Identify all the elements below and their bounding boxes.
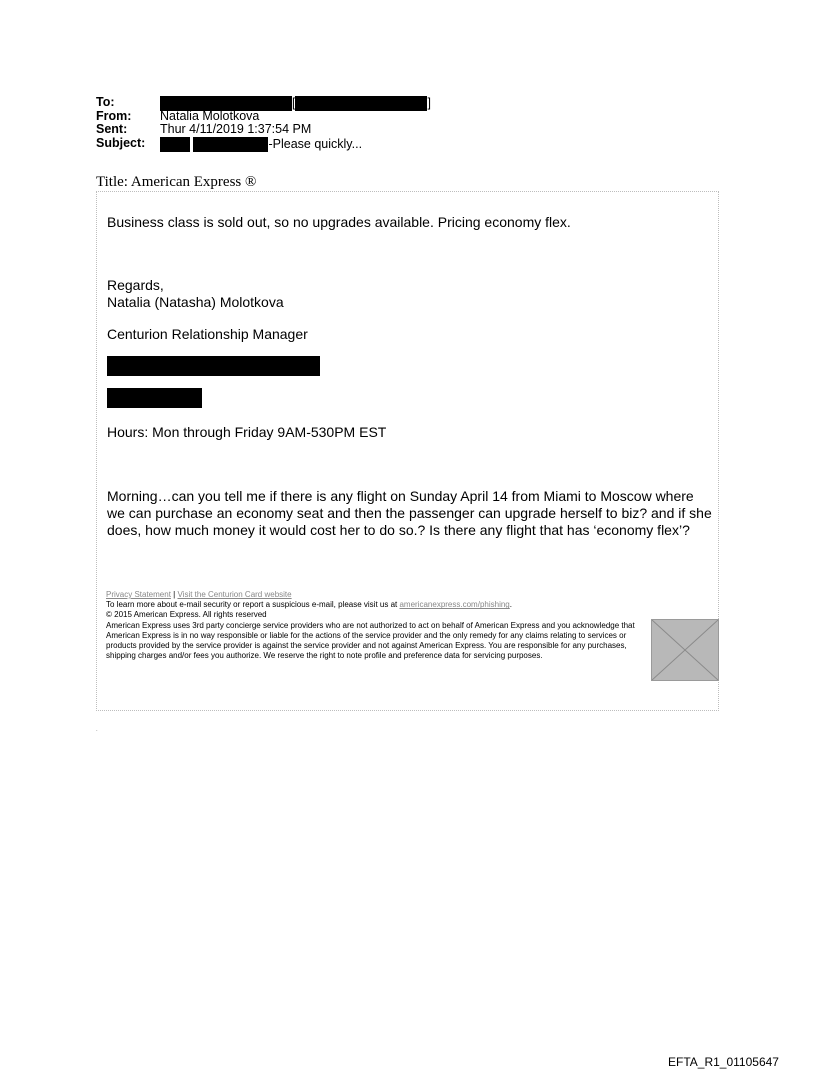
security-note-text: To learn more about e-mail security or report a suspicious e-mail, please visit us at — [106, 600, 398, 610]
disclaimer — [106, 590, 654, 661]
hours-text: Hours: Mon through Friday 9AM-530PM EST — [107, 424, 387, 440]
redaction-block — [160, 137, 190, 152]
bracket-close: ] — [427, 95, 431, 110]
regards-text: Regards, — [107, 277, 164, 293]
broken-image-icon — [651, 619, 719, 681]
from-label: From: — [96, 108, 132, 123]
signature-role: Centurion Relationship Manager — [107, 326, 308, 342]
period: . — [509, 600, 512, 610]
redaction-block — [107, 388, 202, 408]
signature-name: Natalia (Natasha) Molotkova — [107, 294, 284, 310]
subject-label: Subject: — [96, 135, 146, 150]
email-body-panel — [96, 191, 719, 711]
document-id: EFTA_R1_01105647 — [668, 1055, 779, 1069]
bracket-open: [ — [292, 95, 296, 110]
to-label: To: — [96, 95, 115, 109]
disclaimer-links — [106, 590, 654, 600]
subject-value — [160, 137, 362, 152]
email-title: Title: American Express ® — [96, 174, 257, 190]
from-value: Natalia Molotkova — [160, 108, 260, 123]
redaction-block — [295, 96, 427, 111]
original-message: Morning…can you tell me if there is any flight on Sunday April 14 from Miami to Moscow where we can purchase an economy seat and then the passenger can upgrade herself to biz? and if she does, how much money it would cost her to do so.? Is there any flight that has ‘economy flex’? — [107, 488, 712, 538]
phishing-link[interactable]: americanexpress.com/phishing — [399, 600, 510, 610]
centurion-website-link[interactable]: Visit the Centurion Card website — [177, 590, 292, 599]
redaction-block — [193, 137, 268, 152]
security-note — [106, 600, 654, 610]
copyright-text: © 2015 American Express. All rights reserved — [106, 610, 267, 620]
page-mark: . — [96, 727, 98, 733]
sent-value: Thur 4/11/2019 1:37:54 PM — [160, 122, 312, 136]
link-separator: | — [173, 590, 176, 599]
redaction-block — [107, 356, 320, 376]
sent-label: Sent: — [96, 122, 128, 136]
subject-suffix: -Please quickly... — [268, 136, 363, 151]
privacy-statement-link[interactable]: Privacy Statement — [106, 590, 171, 599]
legal-text: American Express uses 3rd party concierge service providers who are not authorized to act on behalf of American Express and you acknowledge that American Express is in no way responsible or liable for the actions of the service provider and the only remedy for any claims relating to services or products provided by the service provider is against the service provider and not against American Express. You are responsible for any purchases, shipping charges and/or fees you authorize. We reserve the right to note profile and preference data for servicing purposes. — [106, 620, 635, 661]
body-line-1: Business class is sold out, so no upgrades available. Pricing economy flex. — [107, 214, 571, 230]
